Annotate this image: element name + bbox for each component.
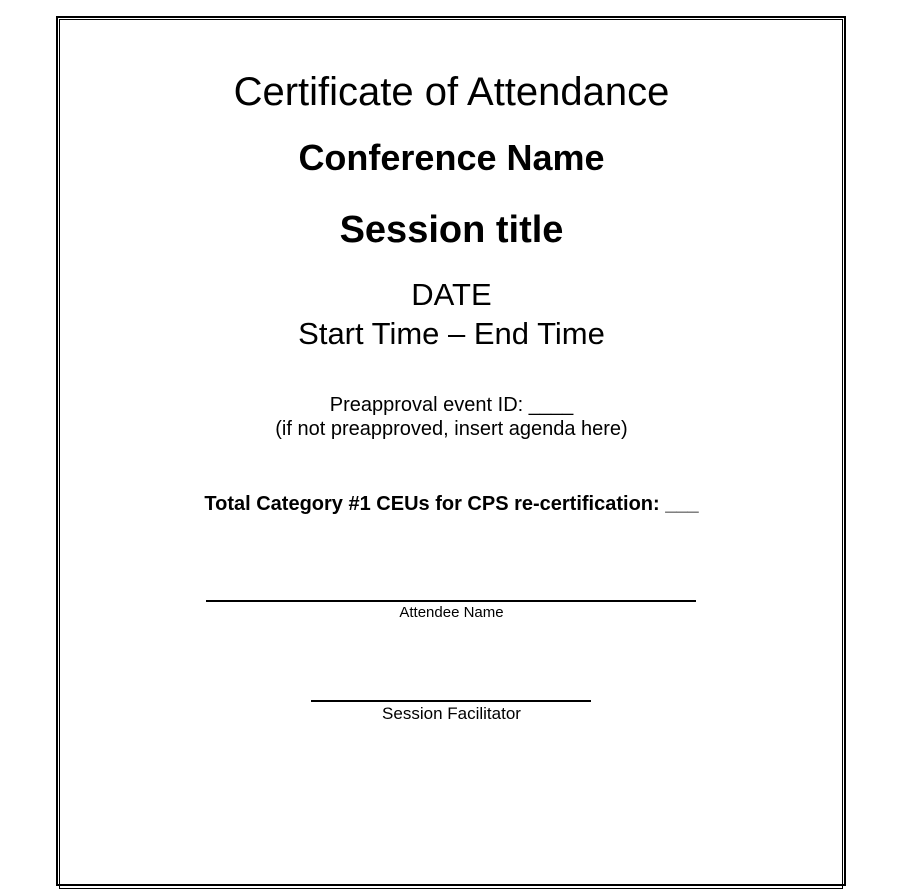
certificate-heading: Certificate of Attendance [233, 70, 670, 114]
preapproval-event-id: Preapproval event ID: ____ [329, 394, 574, 416]
session-date: DATE [411, 277, 492, 312]
ceu-total: Total Category #1 CEUs for CPS re-certification: ___ [204, 493, 699, 515]
attendee-signature-line [206, 600, 696, 602]
facilitator-label: Session Facilitator [382, 704, 521, 723]
conference-name: Conference Name [298, 137, 605, 178]
facilitator-signature-line [311, 700, 591, 702]
attendee-name-label: Attendee Name [399, 604, 504, 621]
session-title: Session title [339, 209, 564, 251]
agenda-note: (if not preapproved, insert agenda here) [275, 418, 628, 440]
session-time-range: Start Time – End Time [298, 316, 605, 351]
